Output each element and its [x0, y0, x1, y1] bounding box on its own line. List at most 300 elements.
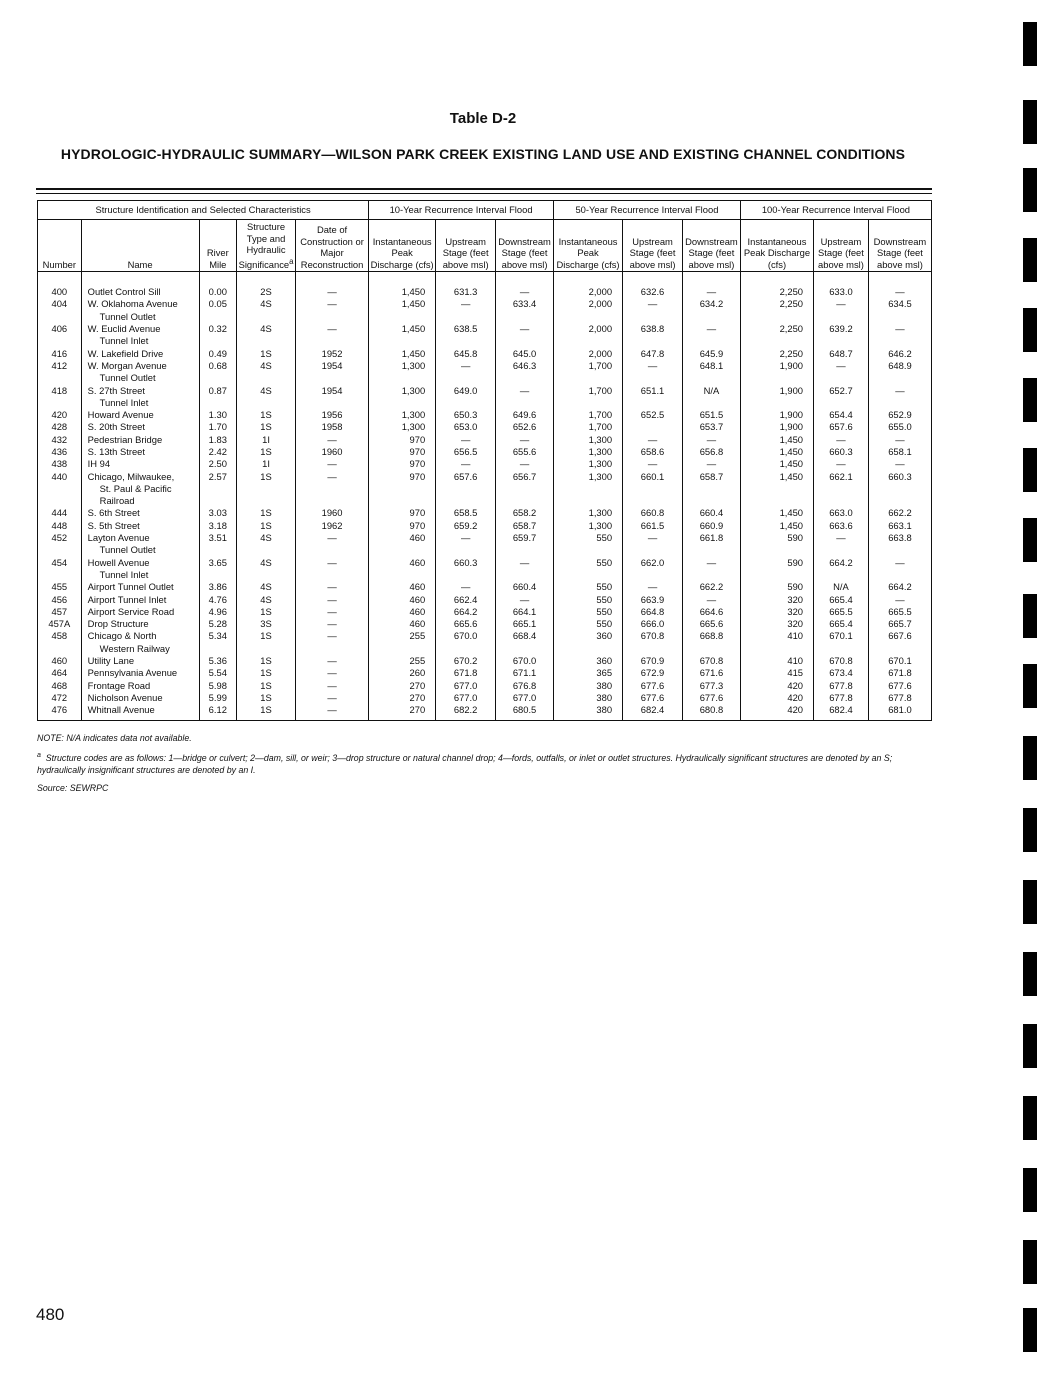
cell-upstream-100: 663.6 [814, 520, 869, 532]
cell-number: 460 [38, 655, 82, 667]
cell-downstream-50: — [683, 594, 741, 606]
cell-upstream-50 [623, 335, 683, 347]
cell-downstream-50 [683, 397, 741, 409]
cell-river-mile: 5.36 [199, 655, 237, 667]
cell-downstream-100 [868, 495, 931, 507]
cell-upstream-10: — [436, 532, 496, 544]
cell-upstream-100: 639.2 [814, 323, 869, 335]
cell-river-mile: 5.98 [199, 680, 237, 692]
cell-downstream-100 [868, 372, 931, 384]
cell-downstream-50: 665.6 [683, 618, 741, 630]
cell-discharge-50 [554, 311, 623, 323]
cell-discharge-100: 415 [740, 667, 813, 679]
cell-discharge-50: 550 [554, 618, 623, 630]
header-group-10yr: 10-Year Recurrence Interval Flood [369, 201, 554, 220]
cell-discharge-100: 590 [740, 532, 813, 544]
cell-discharge-10: 460 [369, 606, 436, 618]
cell-upstream-10 [436, 372, 496, 384]
cell-structure-type: 4S [237, 532, 296, 544]
cell-downstream-100: 677.8 [868, 692, 931, 704]
cell-upstream-50 [623, 483, 683, 495]
cell-number [38, 335, 82, 347]
cell-downstream-10: — [496, 458, 554, 470]
cell-discharge-50: 360 [554, 630, 623, 642]
cell-discharge-100: 2,250 [740, 272, 813, 299]
cell-upstream-100: 665.5 [814, 606, 869, 618]
cell-date [295, 643, 368, 655]
cell-name: Chicago & North [81, 630, 199, 642]
cell-discharge-50: 1,300 [554, 446, 623, 458]
cell-discharge-10 [369, 483, 436, 495]
cell-upstream-10: — [436, 458, 496, 470]
cell-name: Frontage Road [81, 680, 199, 692]
cell-structure-type: 1I [237, 434, 296, 446]
cell-name: Tunnel Outlet [81, 311, 199, 323]
note-na: NOTE: N/A indicates data not available. [37, 733, 192, 743]
table-row [38, 680, 932, 692]
cell-upstream-50: 677.6 [623, 692, 683, 704]
cell-downstream-50: 664.6 [683, 606, 741, 618]
cell-name: W. Morgan Avenue [81, 360, 199, 372]
table-row [38, 532, 932, 544]
cell-structure-type: 1S [237, 471, 296, 483]
cell-upstream-10: 660.3 [436, 557, 496, 569]
cell-discharge-50: 380 [554, 680, 623, 692]
cell-downstream-100: 663.8 [868, 532, 931, 544]
cell-upstream-10: 631.3 [436, 272, 496, 299]
binder-mark [1023, 880, 1037, 924]
cell-upstream-100: 648.7 [814, 348, 869, 360]
cell-upstream-10 [436, 643, 496, 655]
cell-discharge-50: 360 [554, 655, 623, 667]
cell-discharge-100: 2,250 [740, 323, 813, 335]
header-group-50yr: 50-Year Recurrence Interval Flood [554, 201, 741, 220]
cell-name: Layton Avenue [81, 532, 199, 544]
cell-downstream-10: 646.3 [496, 360, 554, 372]
cell-name: S. 27th Street [81, 385, 199, 397]
cell-discharge-10 [369, 311, 436, 323]
cell-downstream-100: 681.0 [868, 704, 931, 720]
cell-number [38, 483, 82, 495]
cell-downstream-100: — [868, 323, 931, 335]
cell-name: W. Lakefield Drive [81, 348, 199, 360]
cell-name: Pedestrian Bridge [81, 434, 199, 446]
top-rule-thin [36, 193, 932, 194]
cell-downstream-50: 651.5 [683, 409, 741, 421]
cell-structure-type [237, 311, 296, 323]
cell-downstream-100 [868, 397, 931, 409]
binder-mark [1023, 1240, 1037, 1284]
table-title: Table D-2 [449, 110, 517, 127]
cell-structure-type [237, 335, 296, 347]
header-river-mile: River Mile [199, 220, 237, 272]
cell-discharge-10: 1,300 [369, 421, 436, 433]
cell-date: 1958 [295, 421, 368, 433]
cell-upstream-10: 677.0 [436, 692, 496, 704]
cell-discharge-10: 1,450 [369, 298, 436, 310]
cell-name: Utility Lane [81, 655, 199, 667]
table-row [38, 618, 932, 630]
cell-downstream-10: 664.1 [496, 606, 554, 618]
cell-discharge-50: 1,700 [554, 360, 623, 372]
cell-downstream-100: 665.7 [868, 618, 931, 630]
cell-downstream-50: 653.7 [683, 421, 741, 433]
header-discharge-100: Instantaneous Peak Discharge (cfs) [740, 220, 813, 272]
cell-structure-type: 1S [237, 704, 296, 720]
cell-discharge-100 [740, 495, 813, 507]
cell-date: — [295, 692, 368, 704]
cell-downstream-50: 670.8 [683, 655, 741, 667]
cell-upstream-10: 659.2 [436, 520, 496, 532]
cell-discharge-100: 320 [740, 618, 813, 630]
cell-structure-type [237, 372, 296, 384]
cell-downstream-50: 645.9 [683, 348, 741, 360]
table-row [38, 692, 932, 704]
cell-date: — [295, 471, 368, 483]
cell-number: 436 [38, 446, 82, 458]
cell-date [295, 372, 368, 384]
cell-discharge-10: 970 [369, 471, 436, 483]
cell-number [38, 569, 82, 581]
cell-name: St. Paul & Pacific [81, 483, 199, 495]
cell-river-mile [199, 643, 237, 655]
table-row [38, 643, 932, 655]
cell-downstream-50: 680.8 [683, 704, 741, 720]
cell-structure-type: 4S [237, 557, 296, 569]
cell-river-mile: 3.03 [199, 507, 237, 519]
cell-upstream-50: 670.9 [623, 655, 683, 667]
cell-structure-type [237, 495, 296, 507]
cell-river-mile: 4.96 [199, 606, 237, 618]
cell-structure-type: 4S [237, 360, 296, 372]
cell-discharge-50: 2,000 [554, 298, 623, 310]
cell-name: Airport Tunnel Outlet [81, 581, 199, 593]
table-row [38, 557, 932, 569]
cell-downstream-50: 660.9 [683, 520, 741, 532]
cell-number [38, 544, 82, 556]
cell-discharge-50: 1,700 [554, 421, 623, 433]
cell-name: Howell Avenue [81, 557, 199, 569]
cell-discharge-50: 550 [554, 532, 623, 544]
cell-downstream-10: 633.4 [496, 298, 554, 310]
cell-date: — [295, 606, 368, 618]
cell-discharge-10: 970 [369, 520, 436, 532]
header-structure-type-text: Structure Type and Hydraulic Significance [238, 221, 290, 270]
cell-river-mile: 3.86 [199, 581, 237, 593]
table-row [38, 360, 932, 372]
cell-number: 418 [38, 385, 82, 397]
cell-number: 456 [38, 594, 82, 606]
cell-downstream-100 [868, 569, 931, 581]
cell-upstream-50: 652.5 [623, 409, 683, 421]
cell-discharge-100: 320 [740, 594, 813, 606]
cell-date: 1960 [295, 507, 368, 519]
cell-downstream-10: 670.0 [496, 655, 554, 667]
cell-discharge-50: 1,300 [554, 434, 623, 446]
cell-date [295, 544, 368, 556]
cell-upstream-10 [436, 495, 496, 507]
cell-name: Airport Tunnel Inlet [81, 594, 199, 606]
cell-river-mile: 1.83 [199, 434, 237, 446]
cell-discharge-50: 550 [554, 594, 623, 606]
cell-upstream-100 [814, 495, 869, 507]
cell-discharge-10: 1,300 [369, 409, 436, 421]
table-row [38, 348, 932, 360]
cell-river-mile [199, 495, 237, 507]
cell-upstream-100: N/A [814, 581, 869, 593]
binder-mark [1023, 664, 1037, 708]
cell-upstream-10: 671.8 [436, 667, 496, 679]
cell-discharge-10: 255 [369, 630, 436, 642]
cell-upstream-100: 662.1 [814, 471, 869, 483]
cell-date: — [295, 581, 368, 593]
cell-downstream-100 [868, 544, 931, 556]
cell-downstream-10: 671.1 [496, 667, 554, 679]
cell-downstream-50: 677.3 [683, 680, 741, 692]
cell-discharge-100 [740, 483, 813, 495]
cell-upstream-100 [814, 397, 869, 409]
cell-number: 448 [38, 520, 82, 532]
cell-upstream-10: 650.3 [436, 409, 496, 421]
cell-downstream-50: — [683, 434, 741, 446]
cell-discharge-50: 380 [554, 692, 623, 704]
cell-number: 404 [38, 298, 82, 310]
cell-river-mile [199, 311, 237, 323]
cell-downstream-10: — [496, 557, 554, 569]
binder-mark [1023, 808, 1037, 852]
cell-river-mile [199, 483, 237, 495]
cell-date: — [295, 298, 368, 310]
cell-structure-type: 1S [237, 409, 296, 421]
cell-date: — [295, 557, 368, 569]
cell-downstream-100: — [868, 557, 931, 569]
cell-downstream-10: 668.4 [496, 630, 554, 642]
cell-upstream-100: 670.8 [814, 655, 869, 667]
cell-name: Airport Service Road [81, 606, 199, 618]
cell-discharge-50 [554, 643, 623, 655]
cell-upstream-100 [814, 544, 869, 556]
cell-discharge-10: 970 [369, 446, 436, 458]
cell-name: Pennsylvania Avenue [81, 667, 199, 679]
header-number: Number [38, 220, 82, 272]
binder-mark [1023, 952, 1037, 996]
cell-river-mile: 0.87 [199, 385, 237, 397]
table-row [38, 298, 932, 310]
cell-structure-type: 4S [237, 581, 296, 593]
cell-discharge-100: 590 [740, 581, 813, 593]
cell-date: 1954 [295, 385, 368, 397]
cell-discharge-100: 1,900 [740, 360, 813, 372]
table-row [38, 581, 932, 593]
cell-downstream-100: 664.2 [868, 581, 931, 593]
cell-downstream-10: 649.6 [496, 409, 554, 421]
cell-discharge-10: 460 [369, 594, 436, 606]
cell-upstream-100 [814, 311, 869, 323]
cell-upstream-10: — [436, 581, 496, 593]
table-row [38, 544, 932, 556]
cell-downstream-100 [868, 311, 931, 323]
cell-downstream-10 [496, 643, 554, 655]
cell-upstream-100: 660.3 [814, 446, 869, 458]
cell-downstream-10 [496, 372, 554, 384]
cell-upstream-50: — [623, 458, 683, 470]
cell-discharge-10: 255 [369, 655, 436, 667]
cell-downstream-100 [868, 335, 931, 347]
table-row [38, 569, 932, 581]
cell-downstream-50: 671.6 [683, 667, 741, 679]
cell-downstream-100: 648.9 [868, 360, 931, 372]
cell-number: 444 [38, 507, 82, 519]
cell-structure-type: 1S [237, 348, 296, 360]
cell-river-mile: 2.42 [199, 446, 237, 458]
cell-downstream-10: 677.0 [496, 692, 554, 704]
cell-discharge-100: 420 [740, 704, 813, 720]
cell-downstream-50: 656.8 [683, 446, 741, 458]
cell-downstream-10 [496, 311, 554, 323]
cell-discharge-50 [554, 397, 623, 409]
cell-name: Tunnel Inlet [81, 335, 199, 347]
cell-river-mile: 6.12 [199, 704, 237, 720]
cell-upstream-10: 670.2 [436, 655, 496, 667]
cell-river-mile: 1.30 [199, 409, 237, 421]
binder-mark [1023, 168, 1037, 212]
cell-downstream-50: 661.8 [683, 532, 741, 544]
binder-mark [1023, 594, 1037, 638]
header-downstream-100: Downstream Stage (feet above msl) [868, 220, 931, 272]
cell-date [295, 569, 368, 581]
cell-downstream-50 [683, 569, 741, 581]
cell-upstream-10: 656.5 [436, 446, 496, 458]
binder-mark [1023, 448, 1037, 492]
cell-downstream-10 [496, 495, 554, 507]
cell-river-mile: 3.51 [199, 532, 237, 544]
cell-structure-type: 1S [237, 692, 296, 704]
cell-upstream-100: 670.1 [814, 630, 869, 642]
cell-upstream-50: — [623, 360, 683, 372]
table-row [38, 495, 932, 507]
cell-discharge-10: 460 [369, 557, 436, 569]
cell-upstream-50: 670.8 [623, 630, 683, 642]
cell-number: 454 [38, 557, 82, 569]
header-group-structure: Structure Identification and Selected Characteristics [38, 201, 369, 220]
cell-name: Whitnall Avenue [81, 704, 199, 720]
cell-number: 457 [38, 606, 82, 618]
cell-downstream-100: 663.1 [868, 520, 931, 532]
cell-discharge-50 [554, 335, 623, 347]
cell-downstream-10 [496, 397, 554, 409]
table-row [38, 483, 932, 495]
cell-upstream-10 [436, 483, 496, 495]
cell-name: S. 6th Street [81, 507, 199, 519]
cell-downstream-100: 671.8 [868, 667, 931, 679]
cell-downstream-10: 680.5 [496, 704, 554, 720]
cell-discharge-100: 1,900 [740, 409, 813, 421]
cell-upstream-10: 658.5 [436, 507, 496, 519]
cell-downstream-100: 670.1 [868, 655, 931, 667]
table-row [38, 434, 932, 446]
header-name: Name [81, 220, 199, 272]
table-row [38, 594, 932, 606]
cell-upstream-10: — [436, 360, 496, 372]
cell-date: 1954 [295, 360, 368, 372]
cell-upstream-50 [623, 569, 683, 581]
cell-downstream-50: 658.7 [683, 471, 741, 483]
cell-discharge-50 [554, 495, 623, 507]
cell-structure-type: 1S [237, 446, 296, 458]
cell-upstream-100: 633.0 [814, 272, 869, 299]
cell-structure-type [237, 397, 296, 409]
binder-mark [1023, 518, 1037, 562]
cell-date: — [295, 655, 368, 667]
cell-discharge-100: 1,900 [740, 385, 813, 397]
cell-downstream-10: — [496, 385, 554, 397]
cell-upstream-50: 672.9 [623, 667, 683, 679]
cell-discharge-100: 1,450 [740, 507, 813, 519]
cell-downstream-50 [683, 495, 741, 507]
cell-name: S. 13th Street [81, 446, 199, 458]
cell-downstream-100: — [868, 434, 931, 446]
cell-date: — [295, 434, 368, 446]
cell-date: — [295, 532, 368, 544]
cell-number: 476 [38, 704, 82, 720]
cell-downstream-10: 652.6 [496, 421, 554, 433]
cell-upstream-100: 654.4 [814, 409, 869, 421]
cell-discharge-50: 380 [554, 704, 623, 720]
cell-river-mile [199, 544, 237, 556]
cell-downstream-100 [868, 643, 931, 655]
cell-name: S. 20th Street [81, 421, 199, 433]
cell-discharge-100: 1,450 [740, 458, 813, 470]
binder-mark [1023, 308, 1037, 352]
cell-discharge-50: 550 [554, 557, 623, 569]
cell-downstream-10: 676.8 [496, 680, 554, 692]
cell-discharge-10: 260 [369, 667, 436, 679]
cell-number: 420 [38, 409, 82, 421]
cell-name: IH 94 [81, 458, 199, 470]
cell-upstream-100: 673.4 [814, 667, 869, 679]
cell-upstream-50: — [623, 434, 683, 446]
cell-discharge-10: 270 [369, 680, 436, 692]
table-row [38, 372, 932, 384]
cell-upstream-50: — [623, 298, 683, 310]
header-date: Date of Construction or Major Reconstruction [295, 220, 368, 272]
cell-structure-type [237, 544, 296, 556]
header-upstream-10: Upstream Stage (feet above msl) [436, 220, 496, 272]
table-row [38, 458, 932, 470]
cell-number: 412 [38, 360, 82, 372]
cell-discharge-50: 1,300 [554, 507, 623, 519]
cell-downstream-50: — [683, 323, 741, 335]
cell-discharge-10 [369, 569, 436, 581]
table-row [38, 397, 932, 409]
cell-upstream-50: 666.0 [623, 618, 683, 630]
cell-discharge-50: 2,000 [554, 323, 623, 335]
cell-upstream-50: 658.6 [623, 446, 683, 458]
cell-downstream-50 [683, 311, 741, 323]
cell-upstream-50 [623, 372, 683, 384]
cell-name: Tunnel Outlet [81, 372, 199, 384]
cell-upstream-100: 677.8 [814, 680, 869, 692]
cell-structure-type: 4S [237, 323, 296, 335]
cell-river-mile: 2.57 [199, 471, 237, 483]
cell-upstream-100: 652.7 [814, 385, 869, 397]
cell-upstream-10: 670.0 [436, 630, 496, 642]
cell-number: 458 [38, 630, 82, 642]
cell-upstream-100: — [814, 532, 869, 544]
cell-upstream-50: 682.4 [623, 704, 683, 720]
cell-discharge-10: 970 [369, 507, 436, 519]
cell-name: Outlet Control Sill [81, 272, 199, 299]
